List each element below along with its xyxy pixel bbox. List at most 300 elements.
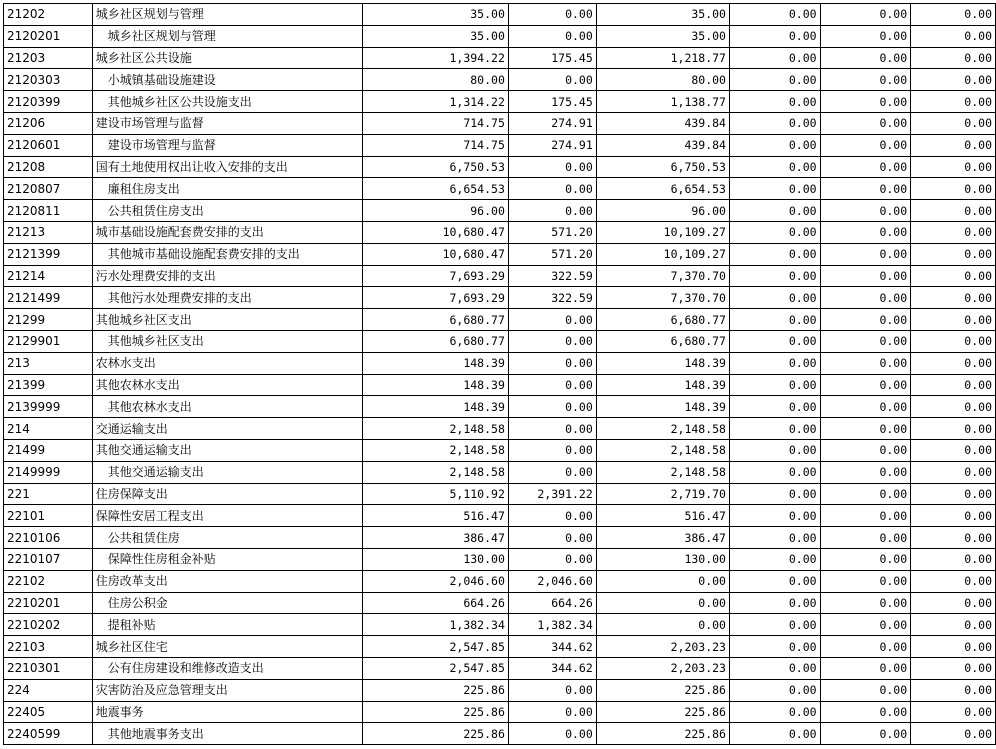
cell-amount-5: 0.00 (820, 25, 911, 47)
cell-code: 2139999 (4, 396, 93, 418)
cell-amount-5: 0.00 (820, 483, 911, 505)
table-row (4, 265, 996, 287)
cell-amount-6: 0.00 (911, 330, 996, 352)
cell-amount-1: 1,382.34 (363, 614, 509, 636)
cell-amount-4: 0.00 (729, 418, 820, 440)
cell-code: 2210301 (4, 657, 93, 679)
table-row (4, 570, 996, 592)
cell-amount-1: 225.86 (363, 723, 509, 745)
cell-amount-4: 0.00 (729, 265, 820, 287)
cell-code: 2210107 (4, 548, 93, 570)
table-row (4, 200, 996, 222)
cell-amount-3: 386.47 (596, 527, 729, 549)
cell-name: 其他城乡社区公共设施支出 (92, 91, 362, 113)
cell-amount-5: 0.00 (820, 461, 911, 483)
cell-amount-4: 0.00 (729, 178, 820, 200)
cell-amount-5: 0.00 (820, 614, 911, 636)
cell-amount-5: 0.00 (820, 701, 911, 723)
cell-amount-1: 148.39 (363, 352, 509, 374)
cell-code: 22103 (4, 636, 93, 658)
cell-amount-6: 0.00 (911, 679, 996, 701)
cell-amount-2: 0.00 (508, 396, 596, 418)
cell-amount-5: 0.00 (820, 69, 911, 91)
cell-amount-1: 7,693.29 (363, 287, 509, 309)
cell-amount-2: 0.00 (508, 418, 596, 440)
cell-amount-4: 0.00 (729, 636, 820, 658)
cell-amount-5: 0.00 (820, 657, 911, 679)
cell-amount-3: 225.86 (596, 701, 729, 723)
cell-amount-1: 5,110.92 (363, 483, 509, 505)
cell-amount-1: 6,680.77 (363, 309, 509, 331)
cell-amount-5: 0.00 (820, 527, 911, 549)
cell-amount-2: 175.45 (508, 47, 596, 69)
cell-amount-5: 0.00 (820, 4, 911, 26)
cell-amount-5: 0.00 (820, 592, 911, 614)
cell-amount-6: 0.00 (911, 287, 996, 309)
cell-amount-3: 1,218.77 (596, 47, 729, 69)
cell-amount-5: 0.00 (820, 679, 911, 701)
cell-code: 2240599 (4, 723, 93, 745)
table-row (4, 636, 996, 658)
cell-amount-3: 148.39 (596, 352, 729, 374)
cell-amount-4: 0.00 (729, 47, 820, 69)
cell-name: 廉租住房支出 (92, 178, 362, 200)
cell-code: 2120601 (4, 134, 93, 156)
cell-amount-1: 1,394.22 (363, 47, 509, 69)
table-row (4, 330, 996, 352)
cell-amount-3: 6,680.77 (596, 309, 729, 331)
cell-amount-4: 0.00 (729, 679, 820, 701)
cell-amount-4: 0.00 (729, 483, 820, 505)
cell-amount-2: 2,391.22 (508, 483, 596, 505)
cell-name: 建设市场管理与监督 (92, 112, 362, 134)
cell-code: 214 (4, 418, 93, 440)
cell-amount-1: 2,148.58 (363, 418, 509, 440)
cell-amount-4: 0.00 (729, 309, 820, 331)
cell-amount-2: 0.00 (508, 178, 596, 200)
cell-amount-3: 6,750.53 (596, 156, 729, 178)
table-row (4, 178, 996, 200)
cell-amount-1: 6,654.53 (363, 178, 509, 200)
cell-code: 21399 (4, 374, 93, 396)
cell-amount-2: 571.20 (508, 221, 596, 243)
cell-amount-4: 0.00 (729, 69, 820, 91)
cell-amount-4: 0.00 (729, 461, 820, 483)
cell-code: 21203 (4, 47, 93, 69)
cell-amount-2: 344.62 (508, 636, 596, 658)
table-row (4, 221, 996, 243)
cell-amount-5: 0.00 (820, 723, 911, 745)
cell-amount-4: 0.00 (729, 156, 820, 178)
cell-amount-3: 2,148.58 (596, 418, 729, 440)
table-row (4, 374, 996, 396)
cell-code: 21214 (4, 265, 93, 287)
cell-amount-3: 7,370.70 (596, 265, 729, 287)
table-row (4, 396, 996, 418)
cell-code: 2121499 (4, 287, 93, 309)
cell-amount-6: 0.00 (911, 570, 996, 592)
cell-amount-1: 386.47 (363, 527, 509, 549)
cell-amount-3: 439.84 (596, 112, 729, 134)
cell-amount-4: 0.00 (729, 701, 820, 723)
cell-code: 2120811 (4, 200, 93, 222)
cell-amount-2: 571.20 (508, 243, 596, 265)
cell-name: 公共租赁住房支出 (92, 200, 362, 222)
cell-amount-3: 6,654.53 (596, 178, 729, 200)
cell-amount-6: 0.00 (911, 25, 996, 47)
cell-amount-1: 10,680.47 (363, 243, 509, 265)
cell-amount-4: 0.00 (729, 221, 820, 243)
cell-amount-5: 0.00 (820, 439, 911, 461)
cell-amount-6: 0.00 (911, 134, 996, 156)
cell-amount-3: 148.39 (596, 396, 729, 418)
cell-amount-4: 0.00 (729, 330, 820, 352)
cell-amount-3: 130.00 (596, 548, 729, 570)
cell-code: 213 (4, 352, 93, 374)
cell-amount-1: 516.47 (363, 505, 509, 527)
table-row (4, 309, 996, 331)
cell-amount-3: 2,148.58 (596, 461, 729, 483)
cell-code: 2210106 (4, 527, 93, 549)
cell-amount-6: 0.00 (911, 396, 996, 418)
cell-amount-4: 0.00 (729, 91, 820, 113)
cell-amount-1: 664.26 (363, 592, 509, 614)
table-row (4, 614, 996, 636)
cell-amount-6: 0.00 (911, 309, 996, 331)
cell-amount-1: 2,046.60 (363, 570, 509, 592)
cell-amount-5: 0.00 (820, 418, 911, 440)
cell-amount-2: 0.00 (508, 156, 596, 178)
cell-amount-2: 0.00 (508, 701, 596, 723)
cell-amount-5: 0.00 (820, 396, 911, 418)
cell-amount-5: 0.00 (820, 178, 911, 200)
cell-amount-5: 0.00 (820, 287, 911, 309)
cell-amount-2: 0.00 (508, 200, 596, 222)
cell-amount-1: 35.00 (363, 25, 509, 47)
cell-amount-6: 0.00 (911, 221, 996, 243)
table-row (4, 25, 996, 47)
cell-amount-5: 0.00 (820, 221, 911, 243)
cell-amount-6: 0.00 (911, 527, 996, 549)
cell-code: 22102 (4, 570, 93, 592)
table-row (4, 657, 996, 679)
cell-amount-2: 0.00 (508, 330, 596, 352)
cell-name: 其他农林水支出 (92, 374, 362, 396)
cell-code: 22101 (4, 505, 93, 527)
cell-amount-5: 0.00 (820, 505, 911, 527)
cell-name: 地震事务 (92, 701, 362, 723)
cell-amount-1: 225.86 (363, 701, 509, 723)
cell-name: 城乡社区公共设施 (92, 47, 362, 69)
cell-code: 2120807 (4, 178, 93, 200)
table-row (4, 592, 996, 614)
cell-amount-2: 0.00 (508, 352, 596, 374)
cell-amount-6: 0.00 (911, 352, 996, 374)
cell-amount-5: 0.00 (820, 570, 911, 592)
cell-name: 污水处理费安排的支出 (92, 265, 362, 287)
cell-amount-3: 6,680.77 (596, 330, 729, 352)
cell-amount-4: 0.00 (729, 527, 820, 549)
cell-amount-6: 0.00 (911, 483, 996, 505)
cell-amount-5: 0.00 (820, 243, 911, 265)
table-row (4, 723, 996, 745)
cell-amount-1: 6,750.53 (363, 156, 509, 178)
cell-amount-4: 0.00 (729, 592, 820, 614)
cell-name: 公共租赁住房 (92, 527, 362, 549)
cell-code: 21202 (4, 4, 93, 26)
cell-amount-4: 0.00 (729, 570, 820, 592)
cell-amount-2: 0.00 (508, 25, 596, 47)
table-row (4, 439, 996, 461)
cell-code: 21499 (4, 439, 93, 461)
cell-amount-4: 0.00 (729, 134, 820, 156)
cell-amount-3: 7,370.70 (596, 287, 729, 309)
cell-amount-3: 96.00 (596, 200, 729, 222)
cell-code: 22405 (4, 701, 93, 723)
cell-amount-6: 0.00 (911, 723, 996, 745)
cell-amount-3: 35.00 (596, 25, 729, 47)
cell-amount-1: 714.75 (363, 134, 509, 156)
cell-amount-6: 0.00 (911, 112, 996, 134)
cell-amount-6: 0.00 (911, 548, 996, 570)
cell-amount-6: 0.00 (911, 461, 996, 483)
cell-name: 其他交通运输支出 (92, 439, 362, 461)
cell-amount-5: 0.00 (820, 47, 911, 69)
cell-amount-3: 1,138.77 (596, 91, 729, 113)
cell-amount-6: 0.00 (911, 200, 996, 222)
cell-amount-2: 0.00 (508, 4, 596, 26)
table-row (4, 4, 996, 26)
cell-amount-4: 0.00 (729, 112, 820, 134)
cell-amount-6: 0.00 (911, 178, 996, 200)
cell-amount-1: 80.00 (363, 69, 509, 91)
cell-name: 保障性安居工程支出 (92, 505, 362, 527)
cell-name: 国有土地使用权出让收入安排的支出 (92, 156, 362, 178)
cell-amount-2: 0.00 (508, 505, 596, 527)
cell-amount-3: 80.00 (596, 69, 729, 91)
table-row (4, 461, 996, 483)
cell-amount-4: 0.00 (729, 439, 820, 461)
cell-amount-1: 714.75 (363, 112, 509, 134)
cell-name: 交通运输支出 (92, 418, 362, 440)
table-row (4, 91, 996, 113)
cell-amount-5: 0.00 (820, 112, 911, 134)
cell-amount-5: 0.00 (820, 156, 911, 178)
cell-name: 其他交通运输支出 (92, 461, 362, 483)
cell-amount-6: 0.00 (911, 47, 996, 69)
cell-amount-2: 344.62 (508, 657, 596, 679)
cell-amount-5: 0.00 (820, 309, 911, 331)
cell-amount-3: 2,203.23 (596, 636, 729, 658)
cell-amount-2: 664.26 (508, 592, 596, 614)
cell-name: 住房保障支出 (92, 483, 362, 505)
cell-name: 灾害防治及应急管理支出 (92, 679, 362, 701)
cell-amount-3: 2,203.23 (596, 657, 729, 679)
cell-amount-6: 0.00 (911, 505, 996, 527)
cell-amount-3: 225.86 (596, 679, 729, 701)
cell-amount-4: 0.00 (729, 4, 820, 26)
cell-amount-1: 2,547.85 (363, 657, 509, 679)
cell-amount-2: 274.91 (508, 134, 596, 156)
cell-amount-4: 0.00 (729, 548, 820, 570)
cell-code: 224 (4, 679, 93, 701)
cell-amount-6: 0.00 (911, 69, 996, 91)
cell-amount-2: 0.00 (508, 723, 596, 745)
cell-amount-3: 10,109.27 (596, 221, 729, 243)
cell-amount-1: 148.39 (363, 396, 509, 418)
cell-amount-4: 0.00 (729, 352, 820, 374)
cell-name: 城市基础设施配套费安排的支出 (92, 221, 362, 243)
cell-amount-6: 0.00 (911, 701, 996, 723)
cell-amount-1: 130.00 (363, 548, 509, 570)
cell-amount-6: 0.00 (911, 374, 996, 396)
cell-name: 其他污水处理费安排的支出 (92, 287, 362, 309)
cell-amount-4: 0.00 (729, 396, 820, 418)
cell-amount-1: 2,148.58 (363, 439, 509, 461)
cell-code: 21206 (4, 112, 93, 134)
cell-name: 城乡社区规划与管理 (92, 4, 362, 26)
cell-amount-1: 10,680.47 (363, 221, 509, 243)
cell-amount-6: 0.00 (911, 592, 996, 614)
table-row (4, 701, 996, 723)
cell-amount-3: 10,109.27 (596, 243, 729, 265)
cell-code: 221 (4, 483, 93, 505)
cell-amount-4: 0.00 (729, 287, 820, 309)
cell-amount-3: 148.39 (596, 374, 729, 396)
table-row (4, 47, 996, 69)
table-row (4, 505, 996, 527)
cell-name: 其他农林水支出 (92, 396, 362, 418)
cell-amount-5: 0.00 (820, 91, 911, 113)
cell-code: 2149999 (4, 461, 93, 483)
cell-amount-4: 0.00 (729, 614, 820, 636)
cell-amount-3: 2,148.58 (596, 439, 729, 461)
table-row (4, 418, 996, 440)
cell-name: 保障性住房租金补贴 (92, 548, 362, 570)
cell-amount-2: 322.59 (508, 287, 596, 309)
cell-code: 2129901 (4, 330, 93, 352)
cell-amount-6: 0.00 (911, 91, 996, 113)
cell-amount-1: 96.00 (363, 200, 509, 222)
cell-amount-5: 0.00 (820, 330, 911, 352)
cell-amount-2: 0.00 (508, 309, 596, 331)
table-row (4, 527, 996, 549)
cell-amount-2: 0.00 (508, 439, 596, 461)
cell-name: 小城镇基础设施建设 (92, 69, 362, 91)
cell-name: 住房公积金 (92, 592, 362, 614)
cell-amount-4: 0.00 (729, 25, 820, 47)
cell-amount-5: 0.00 (820, 636, 911, 658)
cell-code: 2210202 (4, 614, 93, 636)
cell-code: 2121399 (4, 243, 93, 265)
cell-amount-5: 0.00 (820, 265, 911, 287)
cell-amount-3: 439.84 (596, 134, 729, 156)
table-row (4, 352, 996, 374)
cell-amount-3: 35.00 (596, 4, 729, 26)
cell-name: 城乡社区规划与管理 (92, 25, 362, 47)
cell-amount-2: 0.00 (508, 461, 596, 483)
cell-name: 住房改革支出 (92, 570, 362, 592)
cell-amount-2: 0.00 (508, 527, 596, 549)
cell-amount-2: 274.91 (508, 112, 596, 134)
cell-amount-4: 0.00 (729, 505, 820, 527)
cell-amount-3: 2,719.70 (596, 483, 729, 505)
cell-amount-1: 2,547.85 (363, 636, 509, 658)
cell-amount-4: 0.00 (729, 657, 820, 679)
cell-amount-2: 0.00 (508, 69, 596, 91)
cell-amount-2: 2,046.60 (508, 570, 596, 592)
cell-amount-3: 516.47 (596, 505, 729, 527)
cell-amount-3: 0.00 (596, 614, 729, 636)
cell-name: 其他城乡社区支出 (92, 330, 362, 352)
table-row (4, 548, 996, 570)
cell-name: 公有住房建设和维修改造支出 (92, 657, 362, 679)
cell-amount-1: 35.00 (363, 4, 509, 26)
cell-name: 农林水支出 (92, 352, 362, 374)
cell-code: 21299 (4, 309, 93, 331)
cell-amount-2: 1,382.34 (508, 614, 596, 636)
cell-amount-3: 0.00 (596, 592, 729, 614)
table-row (4, 156, 996, 178)
cell-amount-5: 0.00 (820, 548, 911, 570)
cell-code: 21208 (4, 156, 93, 178)
table-row (4, 243, 996, 265)
cell-amount-5: 0.00 (820, 134, 911, 156)
cell-code: 2120303 (4, 69, 93, 91)
cell-amount-2: 0.00 (508, 374, 596, 396)
cell-name: 其他地震事务支出 (92, 723, 362, 745)
cell-name: 建设市场管理与监督 (92, 134, 362, 156)
cell-amount-4: 0.00 (729, 374, 820, 396)
budget-table-body (4, 4, 996, 745)
cell-code: 21213 (4, 221, 93, 243)
cell-amount-1: 148.39 (363, 374, 509, 396)
cell-amount-2: 0.00 (508, 679, 596, 701)
cell-amount-6: 0.00 (911, 243, 996, 265)
cell-amount-1: 7,693.29 (363, 265, 509, 287)
cell-amount-1: 1,314.22 (363, 91, 509, 113)
cell-name: 提租补贴 (92, 614, 362, 636)
cell-amount-2: 322.59 (508, 265, 596, 287)
cell-amount-3: 225.86 (596, 723, 729, 745)
cell-amount-5: 0.00 (820, 352, 911, 374)
cell-amount-6: 0.00 (911, 4, 996, 26)
cell-amount-6: 0.00 (911, 439, 996, 461)
table-row (4, 679, 996, 701)
cell-amount-6: 0.00 (911, 418, 996, 440)
cell-amount-1: 6,680.77 (363, 330, 509, 352)
cell-amount-2: 175.45 (508, 91, 596, 113)
table-row (4, 69, 996, 91)
cell-amount-1: 225.86 (363, 679, 509, 701)
cell-amount-1: 2,148.58 (363, 461, 509, 483)
cell-amount-6: 0.00 (911, 156, 996, 178)
cell-amount-5: 0.00 (820, 374, 911, 396)
budget-table-container (3, 3, 996, 745)
cell-name: 城乡社区住宅 (92, 636, 362, 658)
cell-amount-4: 0.00 (729, 200, 820, 222)
cell-amount-6: 0.00 (911, 614, 996, 636)
table-row (4, 112, 996, 134)
cell-amount-4: 0.00 (729, 243, 820, 265)
budget-table (3, 3, 996, 745)
cell-name: 其他城市基础设施配套费安排的支出 (92, 243, 362, 265)
table-row (4, 287, 996, 309)
cell-name: 其他城乡社区支出 (92, 309, 362, 331)
cell-amount-2: 0.00 (508, 548, 596, 570)
cell-code: 2120201 (4, 25, 93, 47)
cell-amount-3: 0.00 (596, 570, 729, 592)
